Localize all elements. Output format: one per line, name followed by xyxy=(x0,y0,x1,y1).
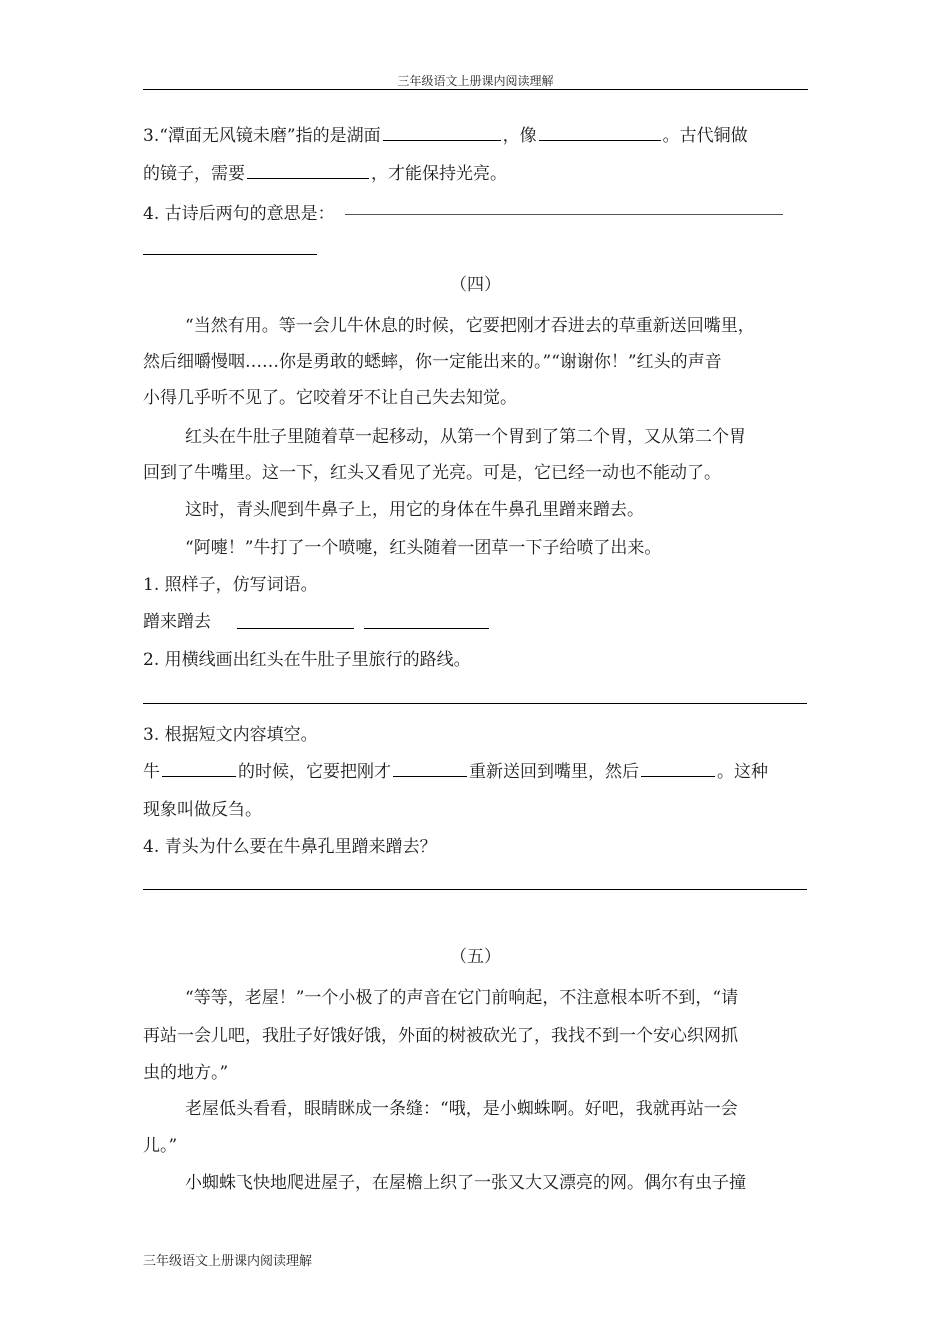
part5-para1-line2: 再站一会儿吧，我肚子好饿好饿，外面的树被砍光了，我找不到一个安心织网抓 xyxy=(143,1026,738,1046)
part4-q3-fill-a: 牛 xyxy=(143,762,160,782)
part4-para1-line2: 然后细嚼慢咽……你是勇敢的蟋蟀，你一定能出来的。”“谢谢你！”红头的声音 xyxy=(143,352,722,372)
part5-para1-line1: “等等，老屋！”一个小极了的声音在它门前响起，不注意根本听不到，“请 xyxy=(185,988,739,1008)
answer-line[interactable] xyxy=(345,214,783,215)
answer-blank[interactable] xyxy=(247,160,369,179)
page-header: 三年级语文上册课内阅读理解 xyxy=(397,74,554,88)
part4-q3-fill-b: 的时候，它要把刚才 xyxy=(238,762,391,782)
part4-q1-example: 蹭来蹭去 xyxy=(143,612,211,632)
part4-para2-line2: 回到了牛嘴里。这一下，红头又看见了光亮。可是，它已经一动也不能动了。 xyxy=(143,463,721,483)
part3-q3-line1 xyxy=(143,121,748,146)
part4-q3-fill-c: 重新送回到嘴里，然后 xyxy=(469,762,639,782)
page-footer: 三年级语文上册课内阅读理解 xyxy=(143,1254,313,1269)
answer-blank[interactable] xyxy=(393,758,467,777)
part4-q3-fill-line1 xyxy=(143,757,768,782)
answer-line[interactable] xyxy=(143,254,317,255)
part4-para2-line1: 红头在牛肚子里随着草一起移动，从第一个胃到了第二个胃，又从第二个胃 xyxy=(185,427,746,447)
part5-para3: 小蜘蛛飞快地爬进屋子，在屋檐上织了一张又大又漂亮的网。偶尔有虫子撞 xyxy=(185,1173,746,1193)
part5-para2-line1: 老屋低头看看，眼睛眯成一条缝：“哦，是小蜘蛛啊。好吧，我就再站一会 xyxy=(185,1099,738,1119)
header-divider xyxy=(143,89,808,90)
part5-title: （五） xyxy=(450,947,501,967)
answer-blank[interactable] xyxy=(383,122,501,141)
part4-q1-example-row xyxy=(143,607,211,632)
part4-para1-line1: “当然有用。等一会儿牛休息的时候，它要把刚才吞进去的草重新送回嘴里， xyxy=(185,316,755,336)
answer-blank[interactable] xyxy=(539,122,661,141)
part5-para2-line2: 儿。” xyxy=(143,1136,178,1156)
part3-q3-line2 xyxy=(143,159,507,184)
answer-line[interactable] xyxy=(143,889,807,890)
answer-line[interactable] xyxy=(143,703,807,704)
part4-q4: 4. 青头为什么要在牛鼻孔里蹭来蹭去？ xyxy=(143,837,437,857)
part4-para4: “阿嚏！”牛打了一个喷嚏，红头随着一团草一下子给喷了出来。 xyxy=(185,538,662,558)
answer-blank[interactable] xyxy=(162,758,236,777)
part3-q3-text-c: 。古代铜做 xyxy=(662,126,748,146)
part5-para1-line3: 虫的地方。” xyxy=(143,1063,229,1083)
part4-q2: 2. 用横线画出红头在牛肚子里旅行的路线。 xyxy=(143,650,471,670)
part3-q3-text-e: ，才能保持光亮。 xyxy=(371,164,507,184)
answer-blank[interactable] xyxy=(641,758,715,777)
part3-q4: 4. 古诗后两句的意思是： xyxy=(143,204,335,224)
answer-line[interactable] xyxy=(237,628,354,629)
part3-q3-text-d: 的镜子，需要 xyxy=(143,164,245,184)
part3-q3-text-b: ，像 xyxy=(502,126,537,146)
part4-q1: 1. 照样子，仿写词语。 xyxy=(143,575,318,595)
part4-q3-fill-d: 。这种 xyxy=(717,762,768,782)
part4-title: （四） xyxy=(450,275,501,295)
part4-para3: 这时，青头爬到牛鼻子上，用它的身体在牛鼻孔里蹭来蹭去。 xyxy=(185,500,644,520)
answer-line[interactable] xyxy=(364,628,489,629)
part4-para1-line3: 小得几乎听不见了。它咬着牙不让自己失去知觉。 xyxy=(143,388,517,408)
part4-q3: 3. 根据短文内容填空。 xyxy=(143,725,318,745)
part4-q3-fill-line2: 现象叫做反刍。 xyxy=(143,800,262,820)
part3-q3-text-a: 3.“潭面无风镜未磨”指的是湖面 xyxy=(143,126,381,146)
